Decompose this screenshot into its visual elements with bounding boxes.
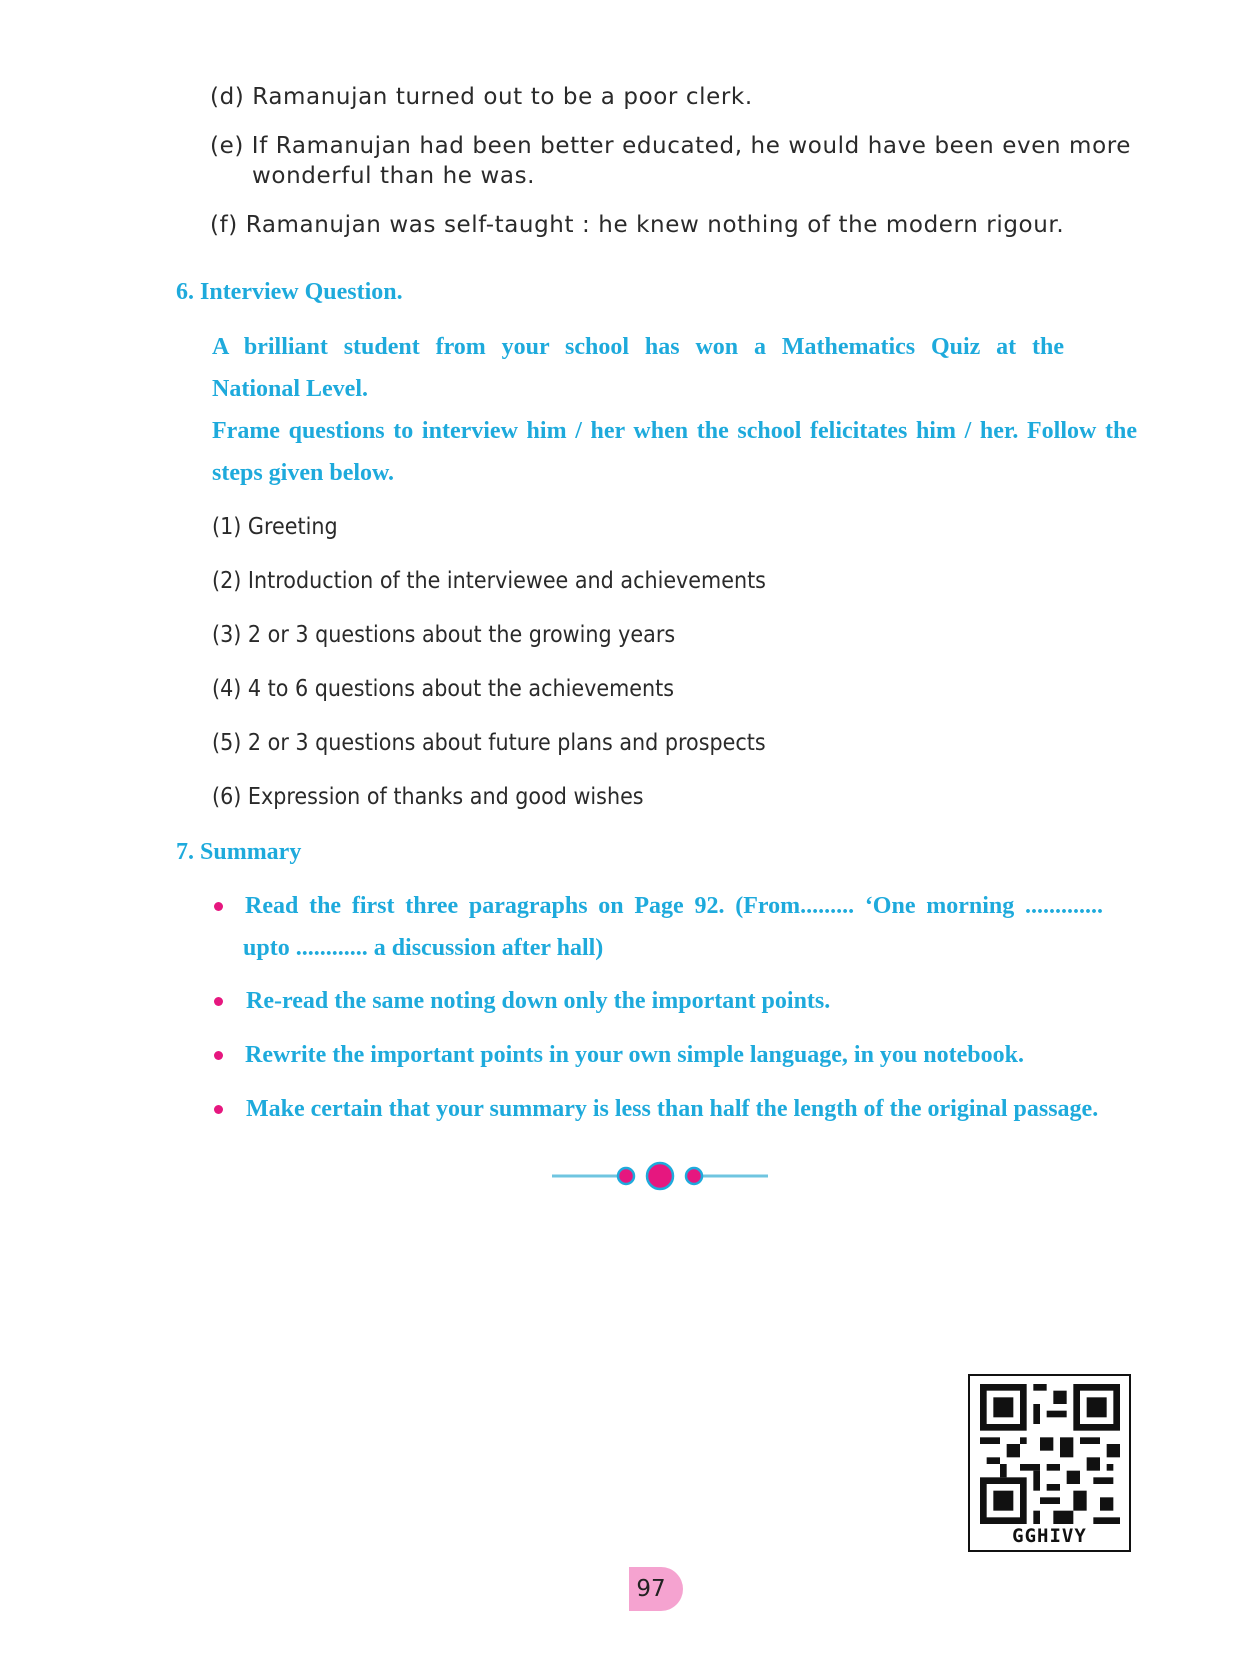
step-6: (6) Expression of thanks and good wishes [212,784,644,810]
step-5: (5) 2 or 3 questions about future plans and prospects [212,730,766,756]
section-end-ornament [550,1160,770,1192]
step-4: (4) 4 to 6 questions about the achievements [212,676,674,702]
summary-bullet-2: Re-read the same noting down only the important points. [246,988,831,1014]
qr-code[interactable] [968,1374,1131,1552]
statement-d: (d) Ramanujan turned out to be a poor clerk. [210,84,753,110]
step-1: (1) Greeting [212,514,338,540]
bullet-dot [214,1105,223,1114]
statement-e-line2: wonderful than he was. [252,163,536,189]
summary-bullet-3: Rewrite the important points in your own simple language, in you notebook. [245,1042,1024,1068]
summary-bullet-1: Read the first three paragraphs on Page 92. (From......... ‘One morning ............. upto ............ a discussion after hall) [243,893,1103,961]
bullet-dot [214,902,223,911]
qr-pattern-icon [980,1384,1120,1524]
qr-code-text: GGHIVY [1012,1525,1087,1547]
step-3: (3) 2 or 3 questions about the growing years [212,622,676,648]
q6-para1: A brilliant student from your school has won a Mathematics Quiz at the National Level. [212,334,1064,402]
statement-f: (f) Ramanujan was self-taught : he knew nothing of the modern rigour. [210,212,1065,238]
summary-bullet-4: Make certain that your summary is less than half the length of the original passage. [246,1096,1099,1122]
bullet-dot [214,1051,223,1060]
statement-e-line1: (e) If Ramanujan had been better educated, he would have been even more [210,133,1132,159]
page-number: 97 [636,1576,666,1602]
q6-heading: 6. Interview Question. [176,279,403,305]
q6-para2: Frame questions to interview him / her when the school felicitates him / her. Follow the steps given below. [212,418,1137,486]
q7-heading: 7. Summary [176,839,302,865]
step-2: (2) Introduction of the interviewee and achievements [212,568,766,594]
bullet-dot [214,997,223,1006]
